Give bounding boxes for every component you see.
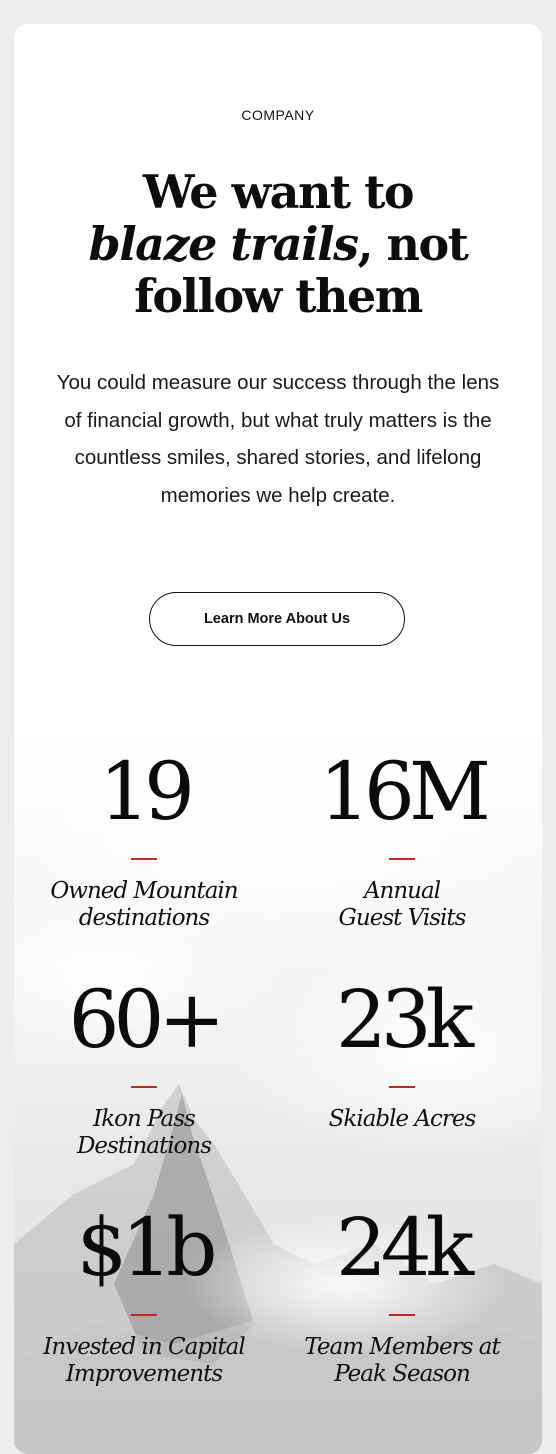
stat-annual-guest-visits: [282, 745, 522, 932]
stat-team-members: [282, 1201, 522, 1388]
stat-accent-rule: [131, 1314, 157, 1316]
stat-accent-rule: [389, 1314, 415, 1316]
stat-label: Invested in Capital Improvements: [43, 1334, 245, 1387]
stat-accent-rule: [389, 858, 415, 860]
stat-value: 60+: [68, 973, 220, 1066]
stat-ikon-pass-destinations: [24, 973, 264, 1160]
stat-label: Owned Mountain destinations: [50, 878, 238, 931]
learn-more-button[interactable]: Learn More About Us: [149, 592, 405, 646]
stat-capital-investment: [24, 1201, 264, 1388]
stat-value: 24k: [335, 1201, 469, 1294]
headline-italic-phrase: blaze trails: [88, 217, 358, 271]
headline-line-3: follow them: [134, 269, 422, 323]
stat-label: Team Members at Peak Season: [304, 1334, 500, 1387]
company-card: [14, 24, 542, 1454]
stat-value: $1b: [76, 1201, 212, 1294]
stat-label: Ikon Pass Destinations: [76, 1106, 212, 1159]
stat-skiable-acres: [282, 973, 522, 1133]
stat-accent-rule: [131, 1086, 157, 1088]
section-eyebrow: COMPANY: [241, 107, 315, 123]
stat-label: Skiable Acres: [328, 1106, 476, 1132]
stat-label: Annual Guest Visits: [338, 878, 466, 931]
stat-owned-mountains: [24, 745, 264, 932]
stat-value: 16M: [319, 745, 485, 838]
headline-line-2-rest: , not: [357, 217, 468, 271]
stat-accent-rule: [131, 858, 157, 860]
section-body-text: You could measure our success through the lens of financial growth, but what truly matters is the countless smiles, shared stories, and lifelong memories we help create.: [56, 371, 500, 507]
stat-value: 19: [99, 745, 189, 838]
headline-line-1: We want to: [142, 165, 414, 219]
section-headline: [14, 166, 542, 322]
stat-accent-rule: [389, 1086, 415, 1088]
stat-value: 23k: [335, 973, 469, 1066]
